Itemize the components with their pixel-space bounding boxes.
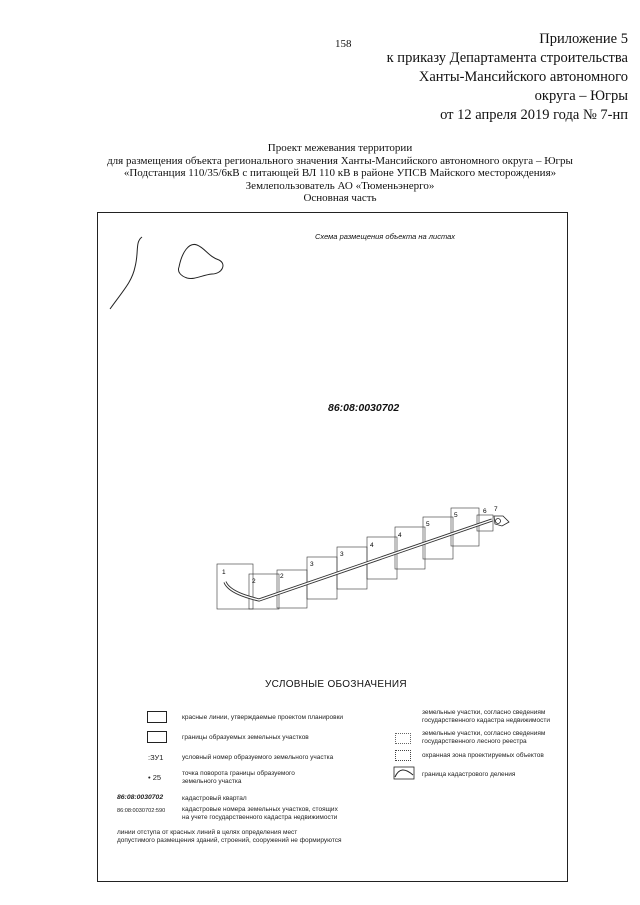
legend-cadastral-border-icon [393, 766, 415, 780]
project-line-2: для размещения объекта регионального значения Ханты-Мансийского автономного округа – Югры [107, 154, 573, 167]
legend-setback-text [117, 829, 342, 845]
sheet-label-10: 6 [483, 508, 487, 515]
sheet-label-6: 4 [370, 542, 374, 549]
route-end-point [496, 519, 501, 524]
legend-protect-zone-swatch [395, 750, 411, 761]
project-title-block [80, 142, 600, 205]
legend-point-text [182, 770, 295, 786]
legend-right-cadastre-text-1: земельные участки, согласно сведениям [422, 709, 546, 716]
legend-forest-swatch [395, 733, 411, 744]
appendix-line-1: Приложение 5 [539, 31, 628, 47]
project-line-3: «Подстанция 110/35/6кВ с питающей ВЛ 110 кВ в районе УПСВ Майского месторождения» [123, 167, 557, 179]
legend-zu-label: :ЗУ1 [148, 753, 164, 762]
lake-outline [178, 244, 222, 278]
legend-red-lines-text: красные линии, утверждаемые проектом планировки [182, 714, 344, 721]
cadastral-quarter-label: 86:08:0030702 [328, 402, 400, 414]
route-line [225, 520, 492, 600]
legend-right-border-text: граница кадастрового деления [422, 771, 516, 778]
legend-point-text-1: точка поворота границы образуемого [182, 770, 295, 777]
legend-right-cadastre-text [422, 709, 550, 725]
legend-zu-text: условный номер образуемого земельного участка [182, 754, 334, 761]
legend-cad-num-text [182, 806, 338, 822]
legend-cad-num-text-1: кадастровые номера земельных участков, стоящих [182, 806, 338, 813]
substation-symbol [494, 516, 509, 526]
legend-boundaries-text: границы образуемых земельных участков [182, 734, 309, 741]
sheet-label-5: 3 [340, 551, 344, 558]
sheet-label-8: 5 [426, 521, 430, 528]
legend-point-label: • 25 [148, 773, 162, 782]
project-line-1: Проект межевания территории [267, 142, 413, 154]
sheet-label-9: 5 [454, 512, 458, 519]
legend-cad-num-text-2: на учете государственного кадастра недвижимости [182, 814, 338, 821]
appendix-header [298, 30, 628, 125]
contour-line [110, 237, 142, 309]
legend-red-lines-swatch [147, 711, 167, 723]
legend-boundaries-swatch [147, 731, 167, 743]
sheet-label-3: 2 [280, 573, 284, 580]
legend-title: УСЛОВНЫЕ ОБОЗНАЧЕНИЯ [265, 679, 407, 690]
sheet-boxes [217, 508, 493, 609]
sheet-label-11: 7 [494, 506, 498, 513]
legend-cad-num-label: 86:08:0030702:590 [117, 808, 166, 814]
legend-right-zone-text: охранная зона проектируемых объектов [422, 752, 544, 759]
legend-setback-text-2: допустимого размещения зданий, строений, сооружений не формируются [117, 837, 342, 844]
legend-right-forest-text [422, 730, 545, 746]
legend-setback-text-1: линии отступа от красных линий в целях определения мест [117, 829, 298, 836]
sheet-label-4: 3 [310, 561, 314, 568]
legend-point-text-2: земельного участка [182, 778, 242, 785]
scheme-map [97, 212, 568, 882]
project-line-4: Землепользователь АО «Тюменьэнерго» [245, 179, 435, 192]
legend-right-cadastre-text-2: государственного кадастра недвижимости [422, 717, 550, 724]
legend-right-forest-text-2: государственного лесного реестра [422, 738, 527, 745]
sheet-label-1: 1 [222, 569, 226, 576]
legend-cad-label: 86:08:0030702 [117, 794, 164, 801]
sheet-label-2: 2 [252, 578, 256, 585]
appendix-line-3: Ханты-Мансийского автономного [418, 69, 628, 85]
scheme-title: Схема размещения объекта на листах [315, 232, 456, 241]
appendix-line-2: к приказу Департамента строительства [386, 50, 628, 66]
appendix-line-5: от 12 апреля 2019 года № 7-нп [440, 107, 628, 123]
page-number: 158 [335, 38, 352, 50]
project-line-5: Основная часть [303, 192, 377, 204]
appendix-line-4: округа – Югры [534, 88, 628, 104]
legend-cad-text: кадастровый квартал [182, 795, 247, 802]
legend-right-forest-text-1: земельные участки, согласно сведениям [422, 730, 546, 737]
sheet-label-7: 4 [398, 532, 402, 539]
